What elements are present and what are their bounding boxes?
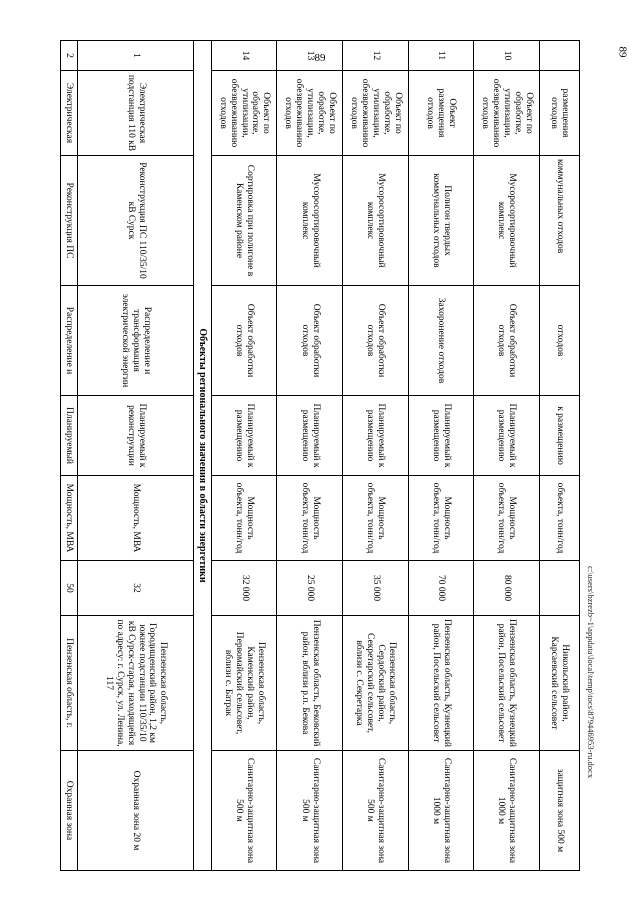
cell-zone: защитная зона 500 м	[539, 751, 579, 871]
cell-status: Планируемый	[61, 396, 78, 476]
cell-name: коммунальных отходов	[539, 156, 579, 286]
cell-status: к размещению	[539, 396, 579, 476]
cell-type: Объект по обработке, утилизации, обезвреживанию отходов	[474, 71, 540, 156]
cell-zone: Санитарно-защитная зона 1000 м	[474, 751, 540, 871]
cell-num: 2	[61, 41, 78, 71]
cell-type: Объект по обработке, утилизации, обезвреживанию отходов	[211, 71, 277, 156]
cell-zone: Санитарно-защитная зона 500 м	[342, 751, 408, 871]
cell-zone: Санитарно-защитная зона 500 м	[277, 751, 343, 871]
cell-purpose: Объект обработки отходов	[277, 286, 343, 396]
cell-location: Пензенская область, Кузнецкий район, Посельский сельсовет	[474, 616, 540, 751]
cell-param: Мощность, МВА	[61, 476, 78, 561]
cell-value: 32	[77, 561, 193, 616]
cell-num: 12	[342, 41, 408, 71]
cell-num	[539, 41, 579, 71]
cell-purpose: Объект обработки отходов	[211, 286, 277, 396]
cell-num: 13	[277, 41, 343, 71]
table-row	[277, 41, 343, 871]
cell-status: Планируемый к размещению	[408, 396, 474, 476]
cell-param: объекта, тонн/год	[539, 476, 579, 561]
cell-param: Мощность, МВА	[77, 476, 193, 561]
cell-purpose: Захоронение отходов	[408, 286, 474, 396]
cell-num: 10	[474, 41, 540, 71]
table-row	[408, 41, 474, 871]
table-row	[342, 41, 408, 871]
cell-type: Электрическая	[61, 71, 78, 156]
cell-location: Никольский район, Карсаевский сельсовет	[539, 616, 579, 751]
cell-value: 70 000	[408, 561, 474, 616]
footer-file-path: c:\users\bzrezb~1\appdata\local\temp\tocs\879446953-ru.docx	[586, 566, 596, 779]
cell-value: 35 000	[342, 561, 408, 616]
table-row	[61, 41, 78, 871]
cell-name: Мусоросортировочный комплекс	[474, 156, 540, 286]
cell-status: Планируемый к размещению	[342, 396, 408, 476]
section-title: Объекты регионального значения в области энергетики	[194, 41, 211, 871]
cell-status: Планируемый к размещению	[211, 396, 277, 476]
cell-location: Пензенская область, Кузнецкий район, Посельский сельсовет	[408, 616, 474, 751]
cell-type: Объект размещения отходов	[408, 71, 474, 156]
cell-purpose: Распределение и	[61, 286, 78, 396]
objects-table	[60, 40, 580, 871]
cell-value	[539, 561, 579, 616]
cell-type: Электрическая подстанция 110 кВ	[77, 71, 193, 156]
rotated-table-container	[60, 40, 580, 870]
cell-param: Мощность объекта, тонн/год	[474, 476, 540, 561]
cell-name: Реконструкция ПС	[61, 156, 78, 286]
cell-location: Пензенская область, Каменский район, Первомайский сельсовет, вблизи с. Батрак	[211, 616, 277, 751]
cell-zone: Охранная зона 20 м	[77, 751, 193, 871]
table-row	[211, 41, 277, 871]
cell-purpose: Объект обработки отходов	[474, 286, 540, 396]
cell-value: 25 000	[277, 561, 343, 616]
cell-type: размещения отходов	[539, 71, 579, 156]
cell-purpose: отходов	[539, 286, 579, 396]
cell-location: Пензенская область, Городищенский район, 1,2 км южнее подстанции 110/35/10 кВ Сурск-старая, находящейся по адресу: г. Сурск, ул. Ленина, 117	[77, 616, 193, 751]
cell-zone: Санитарно-защитная зона 500 м	[211, 751, 277, 871]
cell-value: 50	[61, 561, 78, 616]
cell-status: Планируемый к размещению	[277, 396, 343, 476]
cell-param: Мощность объекта, тонн/год	[342, 476, 408, 561]
cell-num: 11	[408, 41, 474, 71]
cell-param: Мощность объекта, тонн/год	[211, 476, 277, 561]
cell-purpose: Объект обработки отходов	[342, 286, 408, 396]
cell-status: Планируемый к размещению	[474, 396, 540, 476]
cell-value: 32 000	[211, 561, 277, 616]
cell-zone: Охранная зона	[61, 751, 78, 871]
cell-name: Реконструкция ПС 110/35/10 кВ Сурск	[77, 156, 193, 286]
cell-num: 14	[211, 41, 277, 71]
page-number: 89	[314, 52, 326, 64]
cell-name: Сортировка при полигоне в Каменском районе	[211, 156, 277, 286]
cell-type: Объект по обработке, утилизации, обезвреживанию отходов	[342, 71, 408, 156]
cell-location: Пензенская область, г.	[61, 616, 78, 751]
cell-num: 1	[77, 41, 193, 71]
cell-status: Планируемый к реконструкции	[77, 396, 193, 476]
cell-param: Мощность объекта, тонн/год	[408, 476, 474, 561]
cell-name: Мусоросортировочный комплекс	[277, 156, 343, 286]
table-row	[77, 41, 193, 871]
cell-name: Мусоросортировочный комплекс	[342, 156, 408, 286]
cell-location: Пензенская область, Сердобский район, Секретарский сельсовет, вблизи с. Секретарка	[342, 616, 408, 751]
table-row	[474, 41, 540, 871]
section-header-row	[194, 41, 211, 871]
cell-zone: Санитарно-защитная зона 1000 м	[408, 751, 474, 871]
table-row-continued	[539, 41, 579, 871]
page-number-side: 89	[616, 46, 629, 58]
cell-location: Пензенская область, Бековский район, вблизи р.п. Бекова	[277, 616, 343, 751]
cell-param: Мощность объекта, тонн/год	[277, 476, 343, 561]
cell-type: Объект по обработке, утилизации, обезвреживанию отходов	[277, 71, 343, 156]
cell-value: 80 000	[474, 561, 540, 616]
cell-purpose: Распределение и трансформация электрической энергии	[77, 286, 193, 396]
cell-name: Полигон твердых коммунальных отходов	[408, 156, 474, 286]
